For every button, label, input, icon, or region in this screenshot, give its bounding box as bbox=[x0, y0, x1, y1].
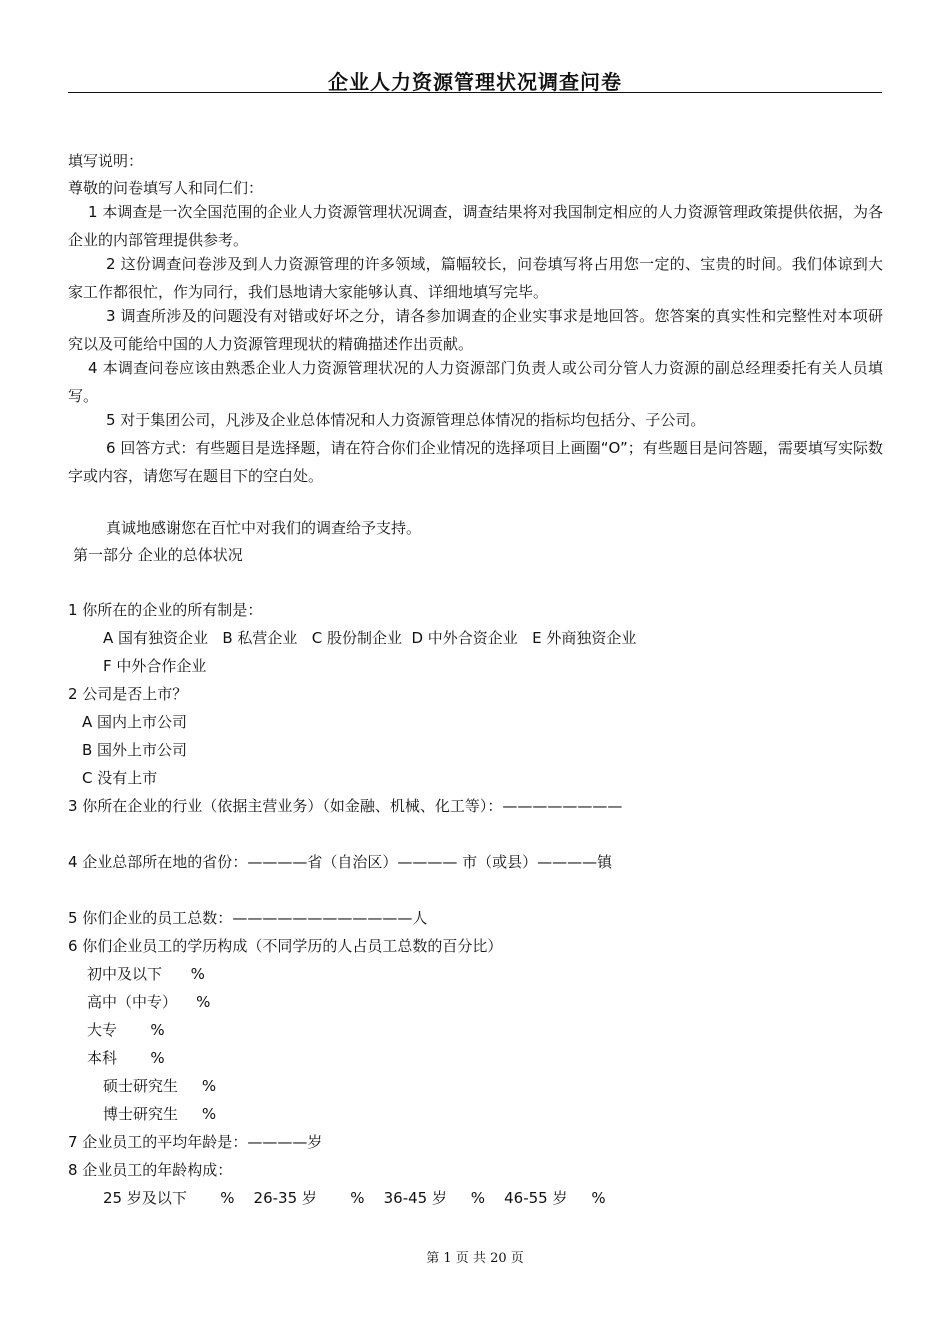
question-7: 7 企业员工的平均年龄是：————岁 bbox=[68, 1133, 323, 1151]
question-6-row: 高中（中专） % bbox=[87, 993, 211, 1011]
question-1: 1 你所在的企业的所有制是： bbox=[68, 601, 263, 619]
title-underline bbox=[68, 92, 882, 93]
instruction-item-1: 1 本调查是一次全国范围的企业人力资源管理状况调查，调查结果将对我国制定相应的人力资源管理政策提供依据，为各企业的内部管理提供参考。 bbox=[68, 203, 883, 249]
instructions-heading: 填写说明： bbox=[68, 152, 144, 170]
question-2-option: A 国内上市公司 bbox=[82, 713, 188, 731]
question-2-option: B 国外上市公司 bbox=[82, 741, 188, 759]
question-4: 4 企业总部所在地的省份：————省（自治区）———— 市（或县）————镇 bbox=[68, 853, 613, 871]
section-title: 第一部分 企业的总体状况 bbox=[73, 546, 243, 564]
question-3: 3 你所在企业的行业（依据主营业务）（如金融、机械、化工等）：———————— bbox=[68, 797, 623, 815]
question-6-row: 大专 % bbox=[87, 1021, 165, 1039]
question-5: 5 你们企业的员工总数：————————————人 bbox=[68, 909, 428, 927]
instruction-item-6: 6 回答方式：有些题目是选择题，请在符合你们企业情况的选择项目上画圈“O”；有些题目是问答题，需要填写实际数字或内容，请您写在题目下的空白处。 bbox=[68, 439, 883, 485]
question-6-row: 本科 % bbox=[87, 1049, 165, 1067]
question-6: 6 你们企业员工的学历构成（不同学历的人占员工总数的百分比） bbox=[68, 937, 503, 955]
instruction-item-3: 3 调查所涉及的问题没有对错或好坏之分，请各参加调查的企业实事求是地回答。您答案的真实性和完整性对本项研究以及可能给中国的人力资源管理现状的精确描述作出贡献。 bbox=[68, 307, 883, 353]
instruction-item-4: 4 本调查问卷应该由熟悉企业人力资源管理状况的人力资源部门负责人或公司分管人力资源的副总经理委托有关人员填写。 bbox=[68, 359, 883, 405]
footer-prefix: 第 bbox=[426, 1251, 444, 1266]
page-footer bbox=[0, 1247, 950, 1266]
question-6-row: 硕士研究生 % bbox=[103, 1077, 217, 1095]
thanks-note: 真诚地感谢您在百忙中对我们的调查给予支持。 bbox=[106, 519, 422, 537]
footer-total-pages: 20 bbox=[490, 1251, 507, 1266]
footer-page-number: 1 bbox=[443, 1251, 452, 1266]
document-title: 企业人力资源管理状况调查问卷 bbox=[328, 70, 622, 94]
instruction-item-5: 5 对于集团公司，凡涉及企业总体情况和人力资源管理总体情况的指标均包括分、子公司。 bbox=[106, 411, 706, 429]
question-8: 8 企业员工的年龄构成： bbox=[68, 1161, 233, 1179]
question-2-option: C 没有上市 bbox=[82, 769, 158, 787]
instructions-greeting: 尊敬的问卷填写人和同仁们： bbox=[68, 179, 264, 197]
question-1-options: A 国有独资企业 B 私营企业 C 股份制企业 D 中外合资企业 E 外商独资企业 bbox=[103, 629, 637, 647]
footer-middle: 页 共 bbox=[451, 1251, 491, 1266]
question-6-row: 初中及以下 % bbox=[87, 965, 205, 983]
footer-suffix: 页 bbox=[506, 1251, 524, 1266]
instruction-item-2: 2 这份调查问卷涉及到人力资源管理的许多领域，篇幅较长，问卷填写将占用您一定的、宝贵的时间。我们体谅到大家工作都很忙，作为同行，我们恳地请大家能够认真、详细地填写完毕。 bbox=[68, 255, 883, 301]
question-6-row: 博士研究生 % bbox=[103, 1105, 217, 1123]
question-2: 2 公司是否上市？ bbox=[68, 685, 188, 703]
question-8-options: 25 岁及以下 % 26-35 岁 % 36-45 岁 % 46-55 岁 % bbox=[103, 1189, 606, 1207]
question-1-options-2: F 中外合作企业 bbox=[103, 657, 207, 675]
